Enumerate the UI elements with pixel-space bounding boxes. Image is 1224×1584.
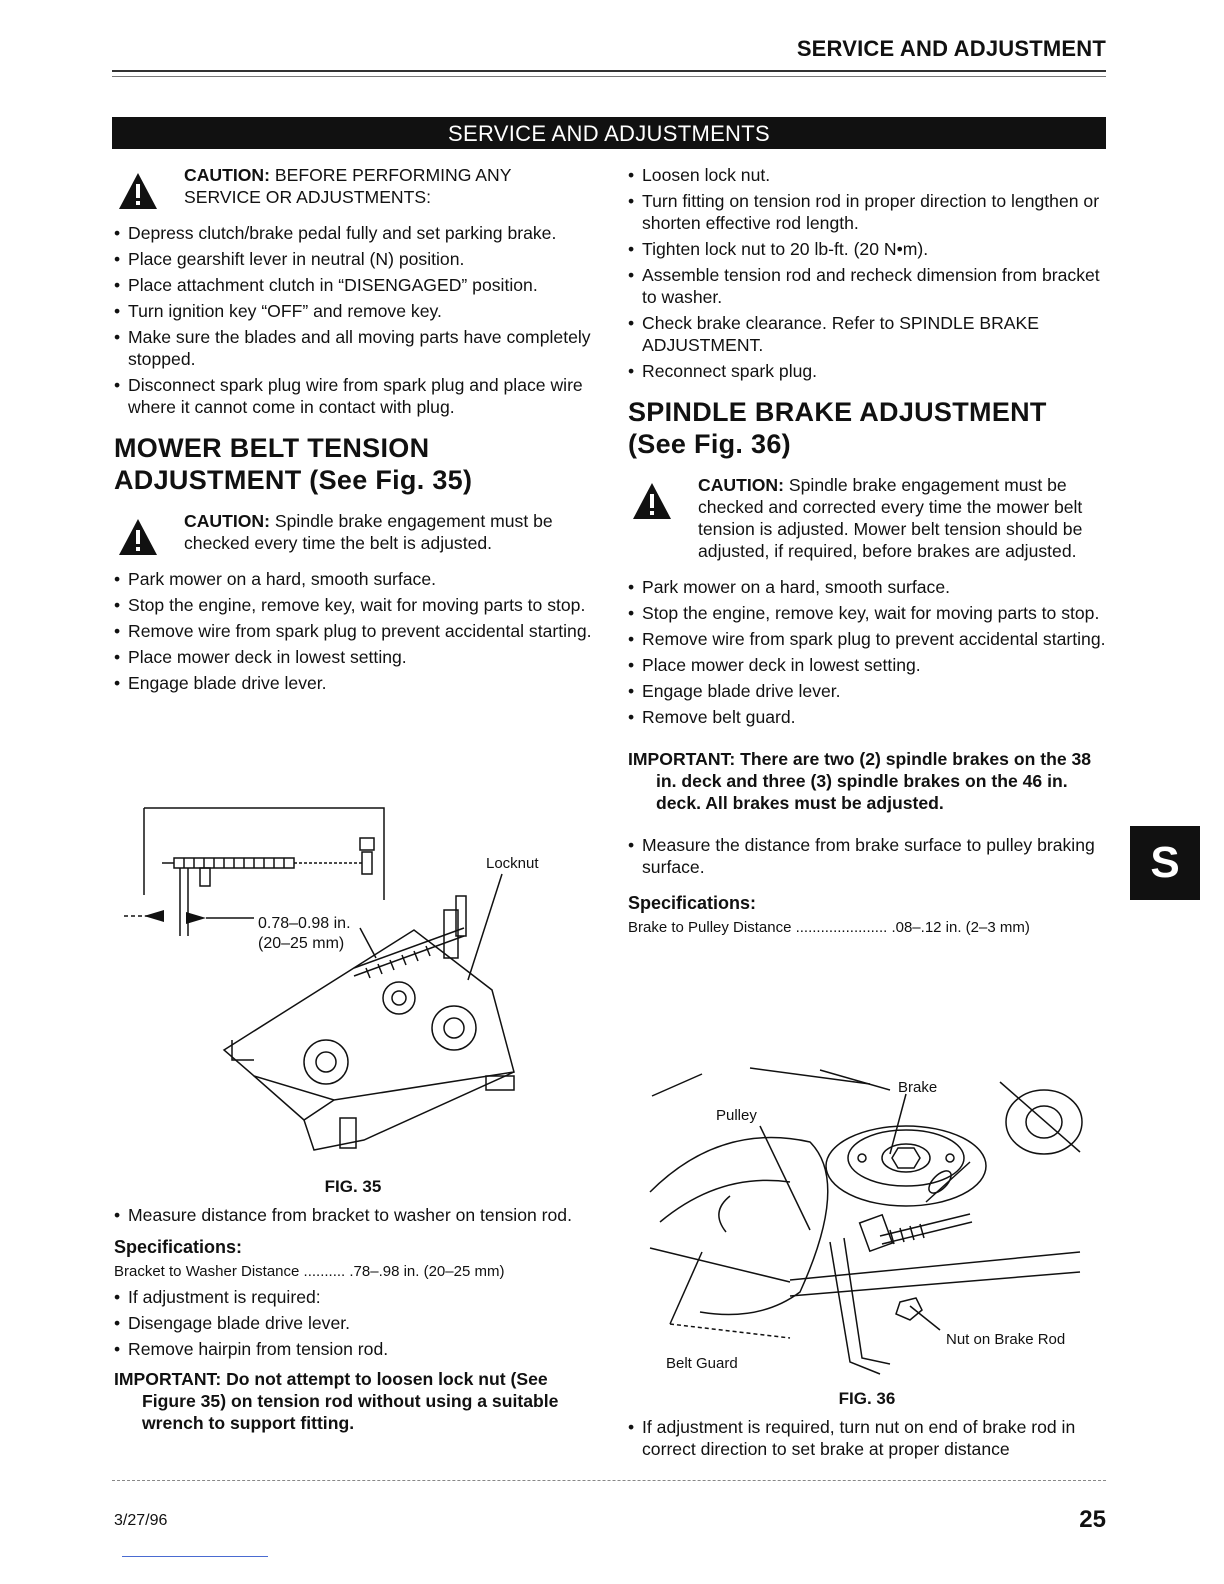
list-item: • Tighten lock nut to 20 lb-ft. (20 N•m). [628,238,1106,260]
header-rule [112,70,1106,72]
footer-date: 3/27/96 [114,1512,168,1529]
list-item: • Depress clutch/brake pedal fully and set parking brake. [114,222,592,244]
left-column-lower [114,1176,592,1434]
belt-guard-label: Belt Guard [666,1355,738,1372]
list-item: • Disconnect spark plug wire from spark plug and place wire where it cannot come in contact with plug. [114,374,592,418]
spec-row: Brake to Pulley Distance ...................... .08–.12 in. (2–3 mm) [628,919,1030,936]
caution-label: CAUTION: [184,165,271,185]
list-item: • Loosen lock nut. [628,164,1106,186]
list-item: • Stop the engine, remove key, wait for moving parts to stop. [114,594,592,616]
list-item: • Reconnect spark plug. [628,360,1106,382]
section-banner: SERVICE AND ADJUSTMENTS [112,117,1106,149]
caution-label: CAUTION: [698,475,785,495]
caution-label: CAUTION: [184,511,271,531]
figure-35-diagram [114,800,574,1172]
list-item: • Assemble tension rod and recheck dimension from bracket to washer. [628,264,1106,308]
list-item: • Park mower on a hard, smooth surface. [628,576,1106,598]
list-item: • Remove belt guard. [628,706,1106,728]
measure-bullet-list [628,834,1106,878]
important-text: There are two (2) spindle brakes on the 38 in. deck and three (3) spindle brakes on the 46 in. deck. All brakes must be adjusted. [656,749,1092,813]
steps-bullet-list [628,576,1106,728]
list-item: • Remove wire from spark plug to prevent accidental starting. [114,620,592,642]
header-rule-thin [112,76,1106,77]
section-tab: S [1130,826,1200,900]
dimension-mm-label: (20–25 mm) [258,935,345,952]
figure-35-caption: FIG. 35 [324,1177,382,1196]
running-header: SERVICE AND ADJUSTMENT [796,36,1106,61]
list-item: • Make sure the blades and all moving parts have completely stopped. [114,326,592,370]
page-number: 25 [1079,1506,1106,1533]
specifications-heading: Specifications: [628,893,757,913]
important-note [114,1368,592,1434]
section-heading: MOWER BELT TENSION ADJUSTMENT (See Fig. 35) [114,433,473,495]
list-item: • Check brake clearance. Refer to SPINDLE BRAKE ADJUSTMENT. [628,312,1106,356]
top-bullet-list [628,164,1106,382]
figure-36-diagram [640,1062,1090,1384]
nut-on-brake-rod-label: Nut on Brake Rod [946,1331,1066,1348]
list-item: • Remove hairpin from tension rod. [114,1338,592,1360]
list-item: • Engage blade drive lever. [628,680,1106,702]
warning-icon [118,172,158,210]
list-item: • Place attachment clutch in “DISENGAGED” position. [114,274,592,296]
list-item: • Measure distance from bracket to washer on tension rod. [114,1204,592,1226]
important-note [628,748,1106,814]
caution-block [114,164,592,208]
right-column [628,164,1106,938]
important-label: IMPORTANT: [114,1369,222,1389]
important-label: IMPORTANT: [628,749,736,769]
list-item: • Stop the engine, remove key, wait for moving parts to stop. [628,602,1106,624]
locknut-label: Locknut [486,855,539,872]
list-item: • Disengage blade drive lever. [114,1312,592,1334]
measure-bullet-list [114,1204,592,1226]
warning-icon [632,482,672,520]
list-item: • Remove wire from spark plug to prevent accidental starting. [628,628,1106,650]
list-item: • Measure the distance from brake surface to pulley braking surface. [628,834,1106,878]
list-item: • If adjustment is required: [114,1286,592,1308]
caution-text: BEFORE PERFORMING ANY SERVICE OR ADJUSTMENTS: [184,165,512,207]
warning-icon [118,518,158,556]
footer-rule [112,1480,1106,1481]
spec-value: .08–.12 in. (2–3 mm) [891,919,1030,936]
caution-text: Spindle brake engagement must be checked and corrected every time the mower belt tension is adjusted. Mower belt tension should be adjusted, if required, before brakes are adjusted. [698,475,1083,561]
adjust-bullet-list [114,1286,592,1360]
list-item: • Turn ignition key “OFF” and remove key. [114,300,592,322]
specifications-heading: Specifications: [114,1237,243,1257]
list-item: • Engage blade drive lever. [114,672,592,694]
dimension-in-label: 0.78–0.98 in. [258,915,351,932]
spec-row: Bracket to Washer Distance .......... .78–.98 in. (20–25 mm) [114,1263,505,1280]
spec-value: .78–.98 in. (20–25 mm) [349,1263,505,1280]
caution-block [628,474,1106,562]
steps-bullet-list [114,568,592,694]
list-item: • If adjustment is required, turn nut on end of brake rod in correct direction to set brake at proper distance [628,1416,1106,1460]
figure-36-caption: FIG. 36 [838,1389,896,1408]
spec-label: Bracket to Washer Distance [114,1263,300,1280]
section-heading: SPINDLE BRAKE ADJUSTMENT (See Fig. 36) [628,397,1047,459]
spec-label: Brake to Pulley Distance [628,919,792,936]
right-column-lower [628,1388,1106,1464]
footer-accent-line [122,1556,268,1557]
important-text: Do not attempt to loosen lock nut (See Figure 35) on tension rod without using a suitable wrench to support fitting. [142,1369,559,1433]
left-column [114,164,592,698]
list-item: • Turn fitting on tension rod in proper direction to lengthen or shorten effective rod length. [628,190,1106,234]
pulley-label: Pulley [716,1107,757,1124]
caution-text: Spindle brake engagement must be checked every time the belt is adjusted. [184,511,553,553]
caution-block [114,510,592,554]
final-bullet-list [628,1416,1106,1460]
list-item: • Place gearshift lever in neutral (N) position. [114,248,592,270]
prep-bullet-list [114,222,592,418]
list-item: • Place mower deck in lowest setting. [628,654,1106,676]
brake-label: Brake [898,1079,938,1096]
list-item: • Place mower deck in lowest setting. [114,646,592,668]
list-item: • Park mower on a hard, smooth surface. [114,568,592,590]
